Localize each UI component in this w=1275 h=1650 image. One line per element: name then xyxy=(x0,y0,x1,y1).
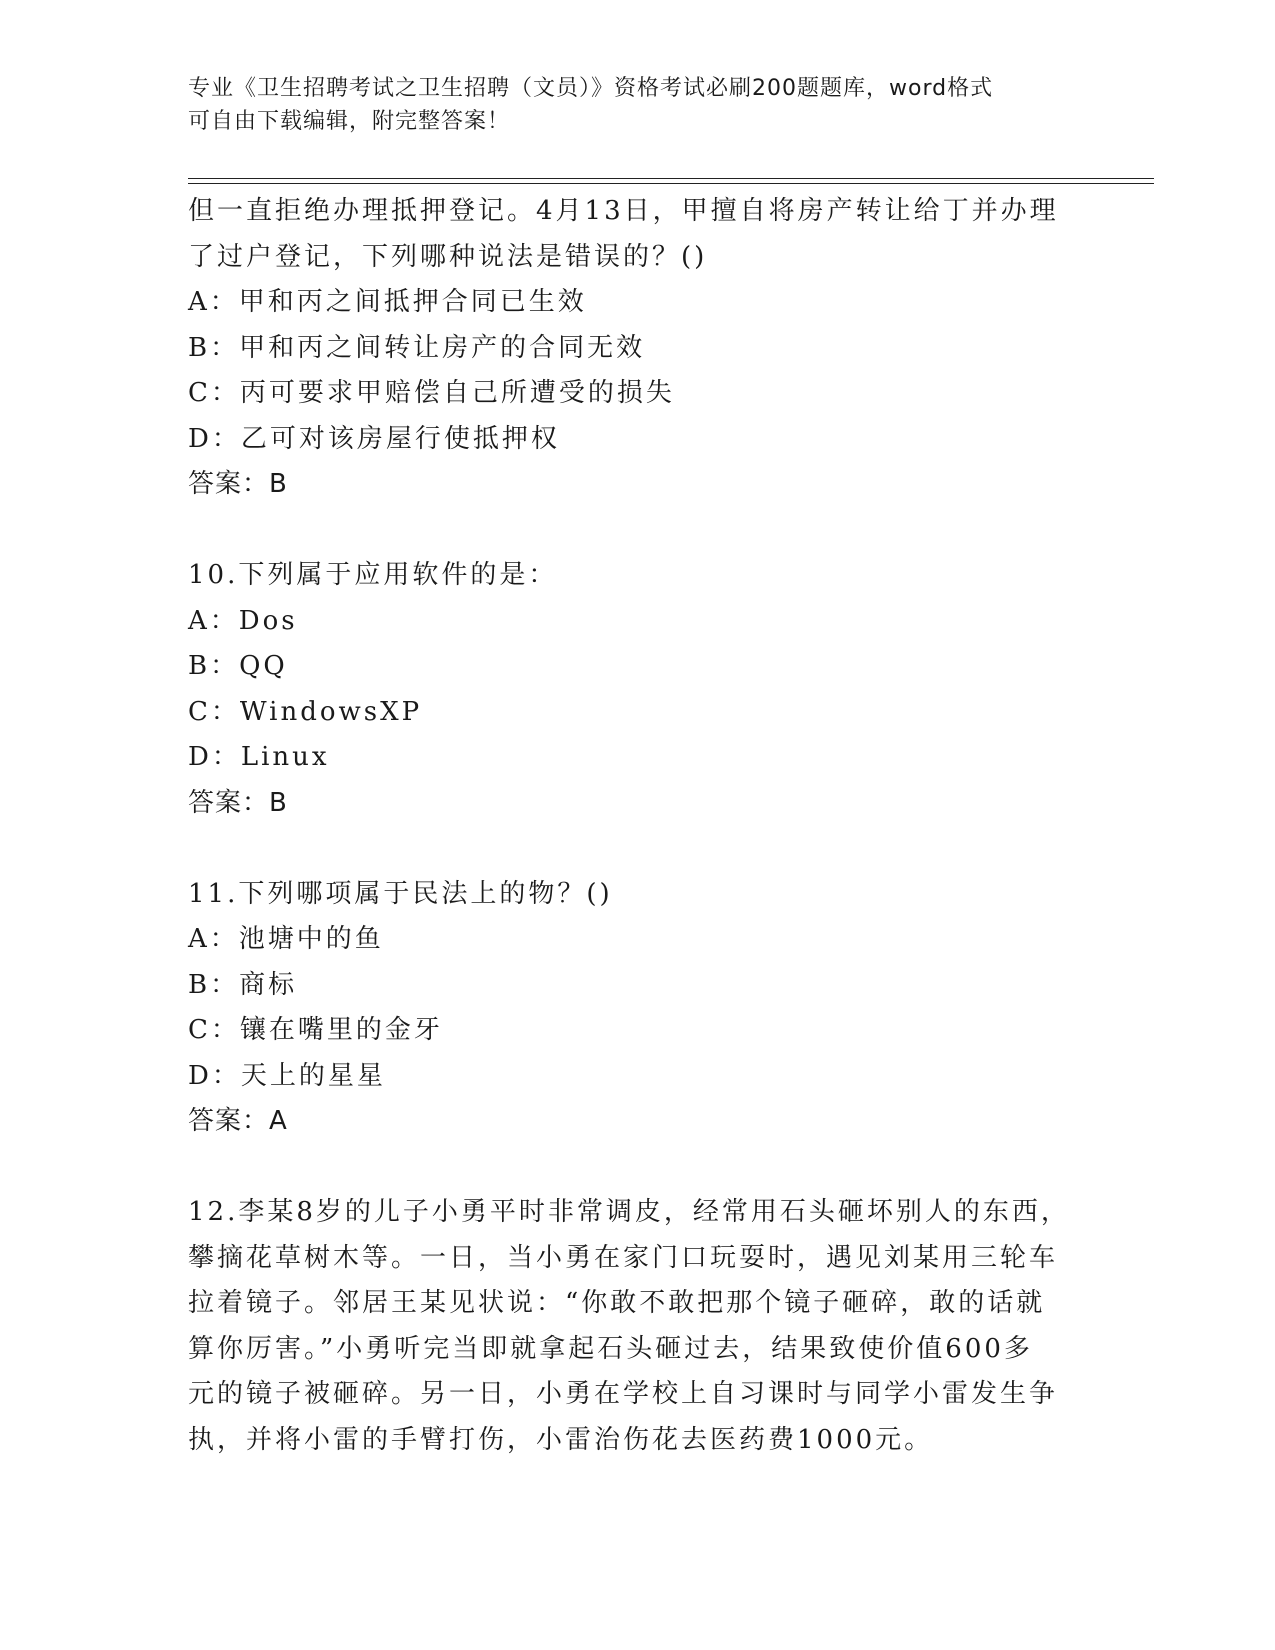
option-b: B：QQ xyxy=(188,651,288,681)
spacer xyxy=(188,508,1088,554)
question-stem-line: 了过户登记，下列哪种说法是错误的？() xyxy=(188,241,708,272)
document-body xyxy=(188,189,1088,1463)
header-title-line-2: 可自由下载编辑，附完整答案！ xyxy=(188,109,511,134)
answer-line: 答案：A xyxy=(188,1106,288,1136)
option-d: D：天上的星星 xyxy=(188,1060,386,1091)
question-stem-line: 12.李某8岁的儿子小勇平时非常调皮，经常用石头砸坏别人的东西， xyxy=(188,1197,1070,1227)
option-c: C：镶在嘴里的金牙 xyxy=(188,1015,443,1045)
question-stem-line: 10.下列属于应用软件的是： xyxy=(188,560,558,590)
question-stem-line: 攀摘花草树木等。一日，当小勇在家门口玩耍时，遇见刘某用三轮车 xyxy=(188,1242,1059,1273)
option-d: D：乙可对该房屋行使抵押权 xyxy=(188,423,560,454)
option-a: A：Dos xyxy=(188,605,298,636)
option-a: A：池塘中的鱼 xyxy=(188,924,384,954)
answer-line: 答案：B xyxy=(188,787,288,818)
question-12 xyxy=(188,1190,1088,1463)
option-a: A：甲和丙之间抵押合同已生效 xyxy=(188,287,587,317)
question-stem-line: 算你厉害。”小勇听完当即就拿起石头砸过去，结果致使价值600多 xyxy=(188,1333,1033,1364)
spacer xyxy=(188,1145,1088,1191)
option-c: C：WindowsXP xyxy=(188,696,423,727)
question-stem-line: 11.下列哪项属于民法上的物？() xyxy=(188,878,613,909)
page-header xyxy=(188,72,1088,138)
option-b: B：商标 xyxy=(188,969,298,1000)
option-d: D：Linux xyxy=(188,742,330,772)
question-9 xyxy=(188,189,1088,508)
header-title-line-1: 专业《卫生招聘考试之卫生招聘（文员）》资格考试必刷200题题库，word格式 xyxy=(188,76,994,101)
option-b: B：甲和丙之间转让房产的合同无效 xyxy=(188,332,646,363)
header-divider-top xyxy=(188,178,1154,179)
answer-line: 答案：B xyxy=(188,469,288,499)
question-10 xyxy=(188,553,1088,826)
spacer xyxy=(188,826,1088,872)
question-11 xyxy=(188,872,1088,1145)
header-divider-bottom xyxy=(188,183,1154,184)
question-stem-line: 执，并将小雷的手臂打伤，小雷治伤花去医药费1000元。 xyxy=(188,1424,934,1455)
option-c: C：丙可要求甲赔偿自己所遭受的损失 xyxy=(188,378,675,408)
question-stem-line: 拉着镜子。邻居王某见状说：“你敢不敢把那个镜子砸碎，敢的话就 xyxy=(188,1288,1046,1318)
question-stem-line: 元的镜子被砸碎。另一日，小勇在学校上自习课时与同学小雷发生争 xyxy=(188,1379,1059,1409)
question-stem-line: 但一直拒绝办理抵押登记。4月13日，甲擅自将房产转让给丁并办理 xyxy=(188,196,1059,226)
